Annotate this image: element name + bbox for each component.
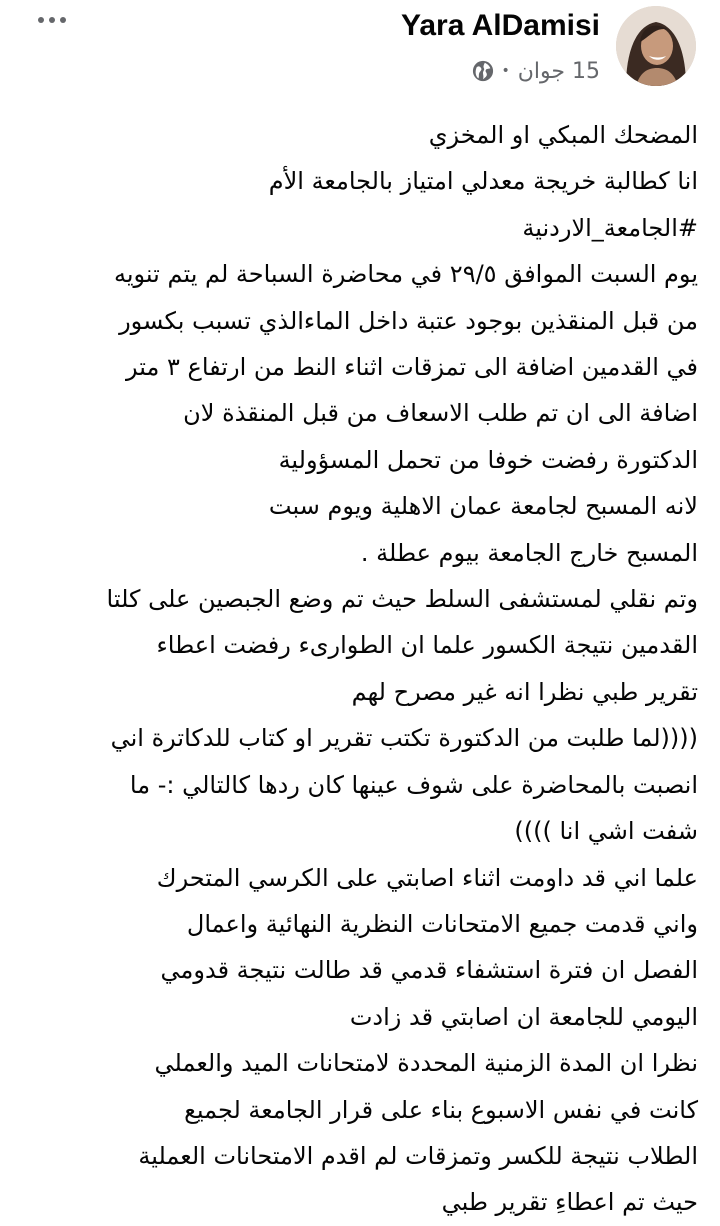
avatar-image: [616, 6, 696, 86]
post-meta: [472, 56, 601, 86]
post-text-line: انصبت بالمحاضرة على شوف عينها كان ردها كالتالي :- ما: [129, 770, 698, 799]
post-text-line: يوم السبت الموافق ٢٩/٥ في محاضرة السباحة لم يتم تنويه: [113, 260, 698, 289]
post-header: [0, 0, 720, 100]
globe-icon[interactable]: [472, 60, 494, 82]
post-text-line: اضافة الى ان تم طلب الاسعاف من قبل المنقذة لان: [183, 399, 698, 428]
post-text-line: تقرير طبي نظرا انه غير مصرح لهم: [351, 677, 698, 706]
post-text: [18, 112, 698, 1226]
more-options-button[interactable]: [30, 6, 74, 34]
post-text-line: شفت اشي انا )))): [514, 817, 698, 846]
post-text-line: واني قدمت جميع الامتحانات النظرية النهائية واعمال: [186, 909, 698, 938]
post-text-line: اليومي للجامعة ان اصابتي قد زادت: [349, 1002, 698, 1031]
post-text-line: الفصل ان فترة استشفاء قدمي قد طالت نتيجة قدومي: [160, 956, 698, 985]
post-text-line: في القدمين اضافة الى تمزقات اثناء النط من ارتفاع ٣ متر: [126, 353, 698, 382]
post-text-line: انا كطالبة خريجة معدلي امتياز بالجامعة الأم: [268, 167, 698, 196]
post-text-line: نظرا ان المدة الزمنية المحددة لامتحانات الميد والعملي: [154, 1049, 698, 1078]
post-text-line: #الجامعة_الاردنية: [522, 213, 698, 242]
post-text-line: الطلاب نتيجة للكسر وتمزقات لم اقدم الامتحانات العملية: [138, 1141, 698, 1170]
post-text-line: كانت في نفس الاسبوع بناء على قرار الجامعة لجميع: [184, 1095, 698, 1124]
post-text-line: القدمين نتيجة الكسور علما ان الطوارىء رفضت اعطاء: [156, 631, 698, 660]
post-text-line: المسبح خارج الجامعة بيوم عطلة .: [360, 538, 698, 567]
author-name[interactable]: Yara AlDamisi: [401, 9, 600, 42]
post-text-line: ((((لما طلبت من الدكتورة تكتب تقرير او كتاب للدكاترة اني: [110, 724, 698, 753]
avatar[interactable]: [616, 6, 696, 86]
post-text-line: لانه المسبح لجامعة عمان الاهلية ويوم سبت: [268, 492, 698, 521]
post-text-line: علما اني قد داومت اثناء اصابتي على الكرسي المتحرك: [156, 863, 698, 892]
post-text-line: المضحك المبكي او المخزي: [428, 121, 698, 149]
post-date[interactable]: 15 جوان: [517, 58, 600, 84]
post-text-line: حيث تم اعطاءِ تقرير طبي: [441, 1188, 698, 1217]
post-text-line: من قبل المنقذين بوجود عتبة داخل الماءالذي تسبب بكسور: [119, 306, 698, 335]
post-text-line: وتم نقلي لمستشفى السلط حيث تم وضع الجبصين على كلتا: [106, 585, 698, 614]
more-horizontal-icon: [38, 17, 44, 23]
meta-separator: •: [501, 63, 510, 79]
post-text-line: الدكتورة رفضت خوفا من تحمل المسؤولية: [278, 445, 698, 474]
